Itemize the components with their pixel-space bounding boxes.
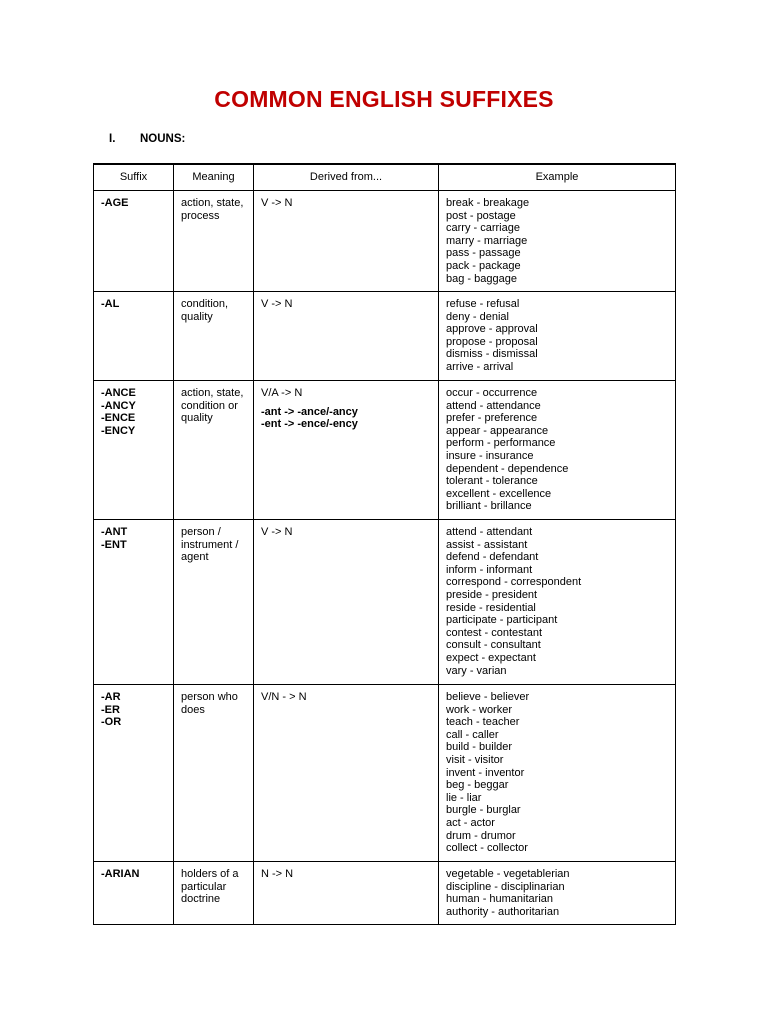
suffix-cell: [94, 381, 174, 520]
example-cell: [439, 862, 676, 925]
example-cell-line: beg - beggar: [446, 779, 509, 792]
table-row: [94, 862, 676, 925]
table-row: [94, 292, 676, 381]
suffix-cell-line: -AGE: [101, 197, 129, 209]
meaning-cell-line: doctrine: [181, 893, 221, 906]
example-cell-line: refuse - refusal: [446, 298, 520, 310]
example-cell-line: authority - authoritarian: [446, 905, 560, 918]
header-suffix: Suffix: [94, 164, 174, 191]
suffix-cell-line: -ANCE: [101, 387, 136, 399]
example-cell-line: human - humanitarian: [446, 893, 554, 906]
derived-from-cell: [254, 685, 439, 862]
example-cell-line: drum - drumor: [446, 829, 516, 842]
example-cell-line: work - worker: [446, 703, 513, 716]
example-cell-line: carry - carriage: [446, 222, 520, 235]
example-cell-line: insure - insurance: [446, 449, 534, 462]
derived-from-cell-line: V -> N: [261, 197, 293, 209]
header-meaning: Meaning: [174, 164, 254, 191]
suffix-cell-line: -ENCE: [101, 412, 136, 425]
derived-from-cell: [254, 862, 439, 925]
example-cell-line: invent - inventor: [446, 766, 525, 779]
meaning-cell-line: quality: [181, 412, 213, 425]
example-cell-line: vegetable - vegetablerian: [446, 868, 570, 880]
suffix-cell-line: -AL: [101, 298, 120, 310]
example-cell-line: appear - appearance: [446, 424, 549, 437]
meaning-cell: [174, 381, 254, 520]
example-cell-line: build - builder: [446, 741, 513, 754]
table-header-row: [94, 164, 676, 191]
example-cell-line: preside - president: [446, 588, 538, 601]
section-number: I.: [109, 133, 116, 145]
suffix-cell-line: -ARIAN: [101, 868, 140, 880]
example-cell-line: expect - expectant: [446, 651, 536, 664]
derived-from-cell: [254, 292, 439, 381]
suffix-cell-line: -ENT: [101, 538, 127, 551]
example-cell-line: excellent - excellence: [446, 487, 552, 500]
example-cell-line: break - breakage: [446, 197, 530, 209]
header-example: Example: [439, 164, 676, 191]
example-cell-line: arrive - arrival: [446, 360, 514, 373]
example-cell-line: believe - believer: [446, 691, 530, 703]
meaning-cell-line: condition,: [181, 298, 229, 310]
derived-from-cell-line: V -> N: [261, 526, 293, 538]
table-row: [94, 191, 676, 292]
example-cell-line: propose - proposal: [446, 335, 538, 348]
example-cell-line: visit - visitor: [446, 753, 504, 766]
example-cell-line: approve - approval: [446, 323, 538, 336]
suffix-cell-line: -ENCY: [101, 424, 136, 437]
suffix-cell: [94, 685, 174, 862]
example-cell-line: prefer - preference: [446, 412, 538, 425]
example-cell-line: act - actor: [446, 816, 495, 829]
suffix-table: [93, 163, 676, 925]
example-cell-line: pack - package: [446, 259, 521, 272]
example-cell-line: participate - participant: [446, 614, 558, 627]
suffix-cell-line: -ANT: [101, 526, 128, 538]
example-cell-line: lie - liar: [446, 791, 482, 804]
example-cell: [439, 191, 676, 292]
meaning-cell-line: person who: [181, 691, 238, 703]
table-row: [94, 685, 676, 862]
derived-from-cell: [254, 520, 439, 685]
suffix-cell: [94, 520, 174, 685]
example-cell-line: assist - assistant: [446, 538, 528, 551]
example-cell: [439, 381, 676, 520]
suffix-cell-line: -OR: [101, 716, 122, 729]
example-cell-line: call - caller: [446, 728, 499, 741]
meaning-cell-line: action, state,: [181, 387, 244, 399]
derived-from-cell-rule-line: -ant -> -ance/-ancy: [261, 405, 358, 418]
suffix-cell: [94, 191, 174, 292]
meaning-cell-line: particular: [181, 880, 227, 893]
derived-from-cell: [254, 191, 439, 292]
meaning-cell-line: agent: [181, 551, 209, 564]
example-cell-line: burgle - burglar: [446, 804, 521, 817]
table-row: [94, 381, 676, 520]
suffix-cell-line: -ANCY: [101, 399, 136, 412]
meaning-cell-line: action, state,: [181, 197, 244, 209]
suffix-cell-line: -ER: [101, 703, 120, 716]
example-cell-line: perform - performance: [446, 437, 556, 450]
meaning-cell: [174, 520, 254, 685]
example-cell-line: reside - residential: [446, 601, 536, 614]
derived-from-cell-line: N -> N: [261, 868, 294, 880]
section-heading: [109, 133, 185, 145]
example-cell-line: vary - varian: [446, 664, 507, 677]
example-cell-line: occur - occurrence: [446, 387, 538, 399]
suffix-cell: [94, 862, 174, 925]
example-cell: [439, 685, 676, 862]
meaning-cell-line: process: [181, 209, 220, 222]
suffix-cell: [94, 292, 174, 381]
table-body: [94, 191, 676, 925]
example-cell-line: collect - collector: [446, 842, 528, 855]
meaning-cell-line: condition or: [181, 399, 238, 412]
example-cell-line: defend - defendant: [446, 551, 539, 564]
meaning-cell-line: instrument /: [181, 538, 239, 551]
example-cell-line: dependent - dependence: [446, 462, 569, 475]
example-cell-line: discipline - disciplinarian: [446, 880, 565, 893]
derived-from-cell-line: V/A -> N: [261, 387, 303, 399]
meaning-cell: [174, 862, 254, 925]
example-cell-line: attend - attendance: [446, 399, 541, 412]
example-cell-line: inform - informant: [446, 563, 533, 576]
example-cell-line: attend - attendant: [446, 526, 533, 538]
example-cell-line: bag - baggage: [446, 272, 517, 285]
suffix-cell-line: -AR: [101, 691, 121, 703]
example-cell-line: dismiss - dismissal: [446, 348, 538, 361]
example-cell-line: tolerant - tolerance: [446, 475, 538, 488]
example-cell-line: deny - denial: [446, 310, 509, 323]
derived-from-cell: [254, 381, 439, 520]
meaning-cell-line: quality: [181, 310, 213, 323]
section-title: NOUNS:: [140, 133, 186, 145]
example-cell-line: brilliant - brillance: [446, 500, 532, 513]
example-cell-line: correspond - correspondent: [446, 576, 582, 589]
meaning-cell: [174, 685, 254, 862]
example-cell-line: pass - passage: [446, 247, 521, 260]
derived-from-cell-line: V/N - > N: [261, 691, 307, 703]
header-derived-from: Derived from...: [254, 164, 439, 191]
example-cell-line: teach - teacher: [446, 716, 520, 729]
meaning-cell: [174, 292, 254, 381]
meaning-cell-line: holders of a: [181, 868, 239, 880]
derived-from-cell-rule-line: -ent -> -ence/-ency: [261, 418, 358, 431]
meaning-cell-line: does: [181, 703, 205, 716]
example-cell-line: consult - consultant: [446, 639, 541, 652]
page-title: COMMON ENGLISH SUFFIXES: [214, 86, 554, 112]
example-cell-line: marry - marriage: [446, 234, 528, 247]
meaning-cell-line: person /: [181, 526, 221, 538]
example-cell: [439, 520, 676, 685]
example-cell-line: post - postage: [446, 209, 516, 222]
derived-from-cell-line: V -> N: [261, 298, 293, 310]
table-row: [94, 520, 676, 685]
example-cell-line: contest - contestant: [446, 626, 542, 639]
example-cell: [439, 292, 676, 381]
meaning-cell: [174, 191, 254, 292]
